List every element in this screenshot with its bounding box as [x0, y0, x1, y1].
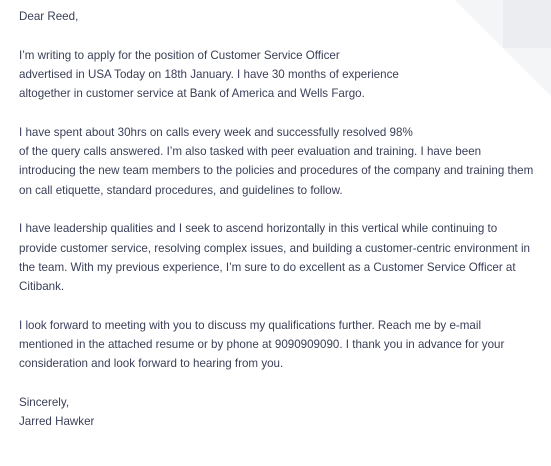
paragraph-line: altogether in customer service at Bank of America and Wells Fargo.	[19, 87, 365, 101]
paragraph-3	[19, 219, 539, 296]
letter-body	[19, 7, 539, 451]
signature-name: Jarred Hawker	[19, 415, 95, 429]
paragraph-line: I have spent about 30hrs on calls every week and successfully resolved 98%	[19, 125, 413, 139]
salutation-text: Dear Reed,	[19, 10, 79, 23]
paragraph-line: provide customer service, resolving complex issues, and building a customer-centric environment in	[19, 241, 530, 255]
paragraph-line: of the query calls answered. I’m also tasked with peer evaluation and training. I have been	[19, 145, 482, 159]
paragraph-line: consideration and look forward to hearing from you.	[19, 357, 284, 371]
paragraph-line: the team. With my previous experience, I’m sure to do excellent as a Customer Service Officer at	[19, 260, 516, 274]
closing-text: Sincerely,	[19, 395, 70, 409]
paragraph-line: I’m writing to apply for the position of Customer Service Officer	[19, 48, 340, 62]
paragraph-4	[19, 316, 539, 374]
paragraph-1	[19, 46, 539, 104]
paragraph-2	[19, 123, 539, 200]
closing-block	[19, 393, 539, 432]
paragraph-line: Citibank.	[19, 280, 65, 294]
paragraph-line: advertised in USA Today on 18th January. I have 30 months of experience	[19, 67, 399, 81]
paragraph-line: I look forward to meeting with you to discuss my qualifications further. Reach me by e-mail	[19, 318, 482, 332]
paragraph-line: on call etiquette, standard procedures, and guidelines to follow.	[19, 183, 343, 197]
paragraph-line: mentioned in the attached resume or by phone at 9090909090. I thank you in advance for your	[19, 338, 505, 352]
paragraph-line: introducing the new team members to the policies and procedures of the company and training them	[19, 164, 534, 178]
paragraph-line: I have leadership qualities and I seek to ascend horizontally in this vertical while continuing to	[19, 222, 498, 236]
salutation	[19, 7, 539, 26]
